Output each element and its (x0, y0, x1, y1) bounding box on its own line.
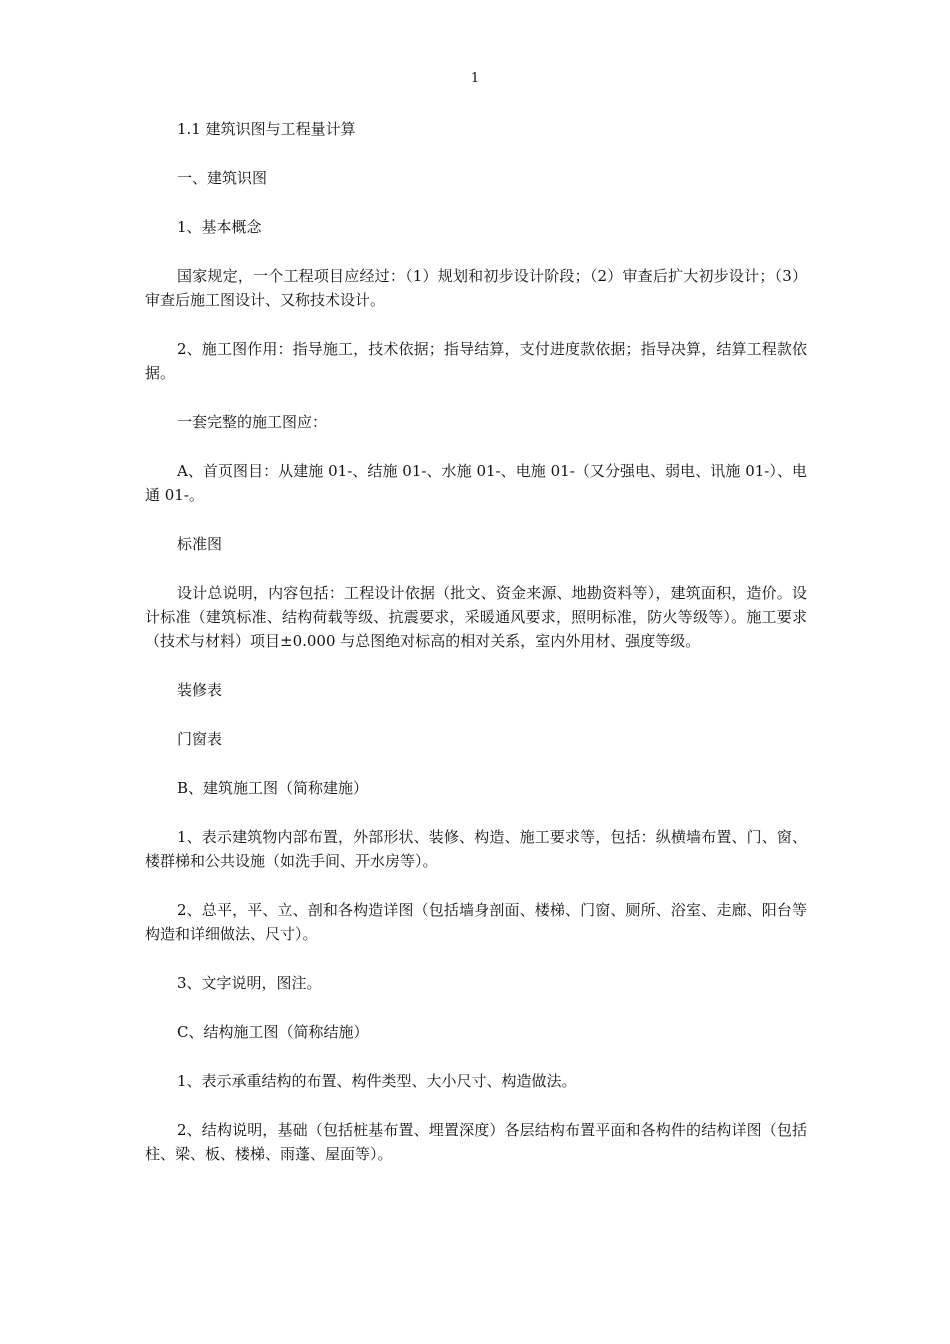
paragraph: 1、表示建筑物内部布置，外部形状、装修、构造、施工要求等，包括：纵横墙布置、门、窗、楼群梯和公共设施（如洗手间、开水房等）。 (145, 828, 807, 870)
paragraph: 1、表示承重结构的布置、构件类型、大小尺寸、构造做法。 (177, 1072, 577, 1090)
paragraph: 标准图 (177, 535, 223, 553)
paragraph: 一套完整的施工图应： (177, 413, 328, 431)
subsection-heading: 一、建筑识图 (177, 169, 268, 187)
paragraph: 2、施工图作用：指导施工，技术依据；指导结算，支付进度款依据；指导决算，结算工程款依据。 (145, 340, 807, 382)
subsection-heading: C、结构施工图（简称结施） (177, 1023, 369, 1041)
paragraph: A、首页图目：从建施 01-、结施 01-、水施 01-、电施 01-（又分强电、弱电、讯施 01-）、电通 01-。 (145, 462, 807, 504)
document-body (145, 117, 807, 1191)
paragraph: 设计总说明，内容包括：工程设计依据（批文、资金来源、地勘资料等），建筑面积，造价。设计标准（建筑标准、结构荷载等级、抗震要求，采暖通风要求，照明标准，防火等级等）。施工要求（技术与材料）项目±0.000 与总图绝对标高的相对关系，室内外用材、强度等级。 (145, 584, 807, 650)
subsection-heading: B、建筑施工图（简称建施） (177, 779, 369, 797)
paragraph: 门窗表 (177, 730, 223, 748)
paragraph: 2、总平，平、立、剖和各构造详图（包括墙身剖面、楼梯、门窗、厕所、浴室、走廊、阳台等构造和详细做法、尺寸）。 (145, 901, 807, 943)
paragraph: 国家规定，一个工程项目应经过：（1）规划和初步设计阶段；（2）审查后扩大初步设计；（3）审查后施工图设计、又称技术设计。 (145, 267, 807, 309)
paragraph: 2、结构说明，基础（包括桩基布置、埋置深度）各层结构布置平面和各构件的结构详图（包括柱、梁、板、楼梯、雨蓬、屋面等）。 (145, 1121, 807, 1163)
paragraph: 装修表 (177, 681, 223, 699)
subsection-heading: 1、基本概念 (177, 218, 262, 236)
page-number: 1 (470, 71, 480, 86)
paragraph: 3、文字说明，图注。 (177, 974, 322, 992)
section-heading: 1.1 建筑识图与工程量计算 (177, 120, 356, 138)
